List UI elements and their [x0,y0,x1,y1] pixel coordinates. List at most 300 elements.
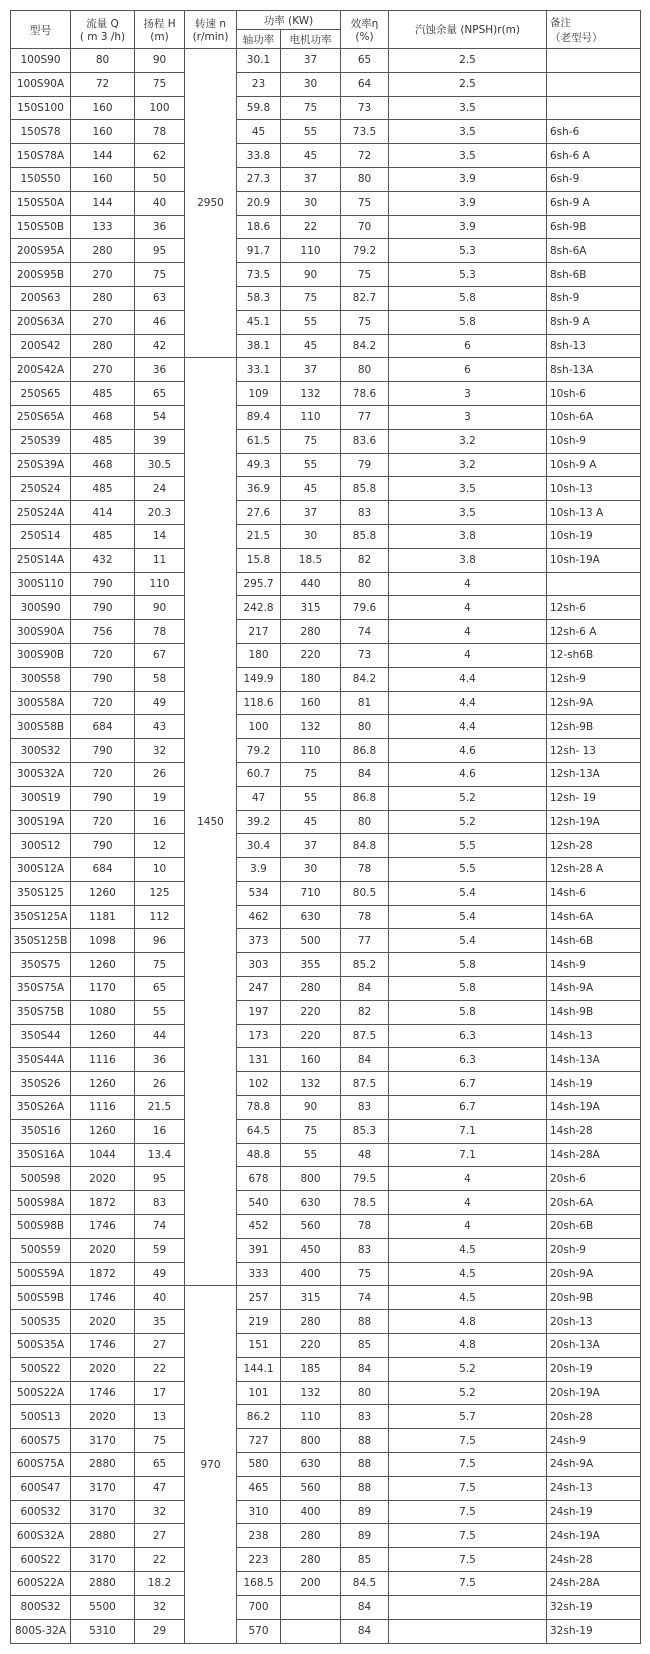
head-cell: 17 [135,1381,185,1405]
table-row [11,1024,641,1048]
shaft-power-cell: 60.7 [237,762,281,786]
model-cell: 200S95A [11,239,71,263]
head-cell: 75 [135,1429,185,1453]
table-row [11,358,641,382]
table-row [11,1072,641,1096]
model-cell: 600S32A [11,1524,71,1548]
flow-cell: 280 [71,334,135,358]
flow-cell: 270 [71,358,135,382]
table-row [11,834,641,858]
efficiency-cell: 85.3 [341,1119,389,1143]
model-cell: 300S110 [11,572,71,596]
table-row [11,1238,641,1262]
motor-power-cell: 18.5 [281,548,341,572]
npsh-cell: 4.5 [389,1286,547,1310]
flow-cell: 1116 [71,1096,135,1120]
note-cell: 6sh-6 [547,120,641,144]
head-cell: 26 [135,1072,185,1096]
table-row [11,191,641,215]
note-cell: 20sh-19 [547,1357,641,1381]
efficiency-cell: 85.2 [341,953,389,977]
note-cell [547,72,641,96]
npsh-cell: 4.4 [389,691,547,715]
table-row [11,286,641,310]
npsh-cell: 3.2 [389,429,547,453]
motor-power-cell: 45 [281,334,341,358]
table-row [11,239,641,263]
npsh-cell: 7.5 [389,1572,547,1596]
head-cell: 32 [135,739,185,763]
table-row [11,382,641,406]
note-cell: 20sh-6A [547,1191,641,1215]
motor-power-cell: 30 [281,191,341,215]
efficiency-cell: 85.8 [341,524,389,548]
npsh-cell: 7.5 [389,1476,547,1500]
head-cell: 27 [135,1334,185,1358]
head-cell: 95 [135,239,185,263]
table-row [11,1048,641,1072]
note-cell: 32sh-19 [547,1619,641,1643]
npsh-cell: 5.8 [389,310,547,334]
note-cell: 14sh-28A [547,1143,641,1167]
shaft-power-cell: 61.5 [237,429,281,453]
motor-power-cell: 560 [281,1476,341,1500]
model-cell: 600S75A [11,1453,71,1477]
motor-power-cell: 90 [281,1096,341,1120]
npsh-cell: 7.5 [389,1548,547,1572]
model-cell: 150S50A [11,191,71,215]
shaft-power-cell: 465 [237,1476,281,1500]
head-cell: 21.5 [135,1096,185,1120]
note-cell: 14sh-28 [547,1119,641,1143]
shaft-power-cell: 238 [237,1524,281,1548]
flow-cell: 3170 [71,1548,135,1572]
model-cell: 500S59B [11,1286,71,1310]
shaft-power-cell: 21.5 [237,524,281,548]
head-cell: 83 [135,1191,185,1215]
flow-cell: 432 [71,548,135,572]
flow-cell: 2020 [71,1357,135,1381]
motor-power-cell: 160 [281,691,341,715]
note-cell: 24sh-28 [547,1548,641,1572]
note-cell [547,572,641,596]
head-cell: 12 [135,834,185,858]
motor-power-cell: 110 [281,739,341,763]
npsh-cell: 3.8 [389,524,547,548]
flow-cell: 1181 [71,905,135,929]
note-cell [547,96,641,120]
flow-cell: 790 [71,572,135,596]
flow-cell: 720 [71,691,135,715]
efficiency-cell: 87.5 [341,1024,389,1048]
shaft-power-cell: 727 [237,1429,281,1453]
model-cell: 350S16 [11,1119,71,1143]
motor-power-cell: 22 [281,215,341,239]
note-cell: 14sh-19 [547,1072,641,1096]
motor-power-cell: 55 [281,1143,341,1167]
model-cell: 150S50 [11,167,71,191]
shaft-power-cell: 27.6 [237,501,281,525]
head-cell: 55 [135,1000,185,1024]
flow-cell: 270 [71,263,135,287]
speed-cell: 2950 [185,49,237,358]
motor-power-cell: 710 [281,881,341,905]
flow-cell: 1260 [71,1072,135,1096]
efficiency-cell: 89 [341,1500,389,1524]
table-row [11,548,641,572]
head-cell: 40 [135,191,185,215]
note-cell: 14sh-13 [547,1024,641,1048]
head-cell: 75 [135,263,185,287]
efficiency-cell: 79.2 [341,239,389,263]
shaft-power-cell: 462 [237,905,281,929]
npsh-cell: 5.8 [389,953,547,977]
model-cell: 600S47 [11,1476,71,1500]
header-motor-power: 电机功率 [281,30,341,49]
shaft-power-cell: 18.6 [237,215,281,239]
header-head [135,11,185,49]
flow-cell: 790 [71,786,135,810]
efficiency-cell: 73 [341,643,389,667]
npsh-cell [389,1619,547,1643]
table-row [11,905,641,929]
model-cell: 250S14A [11,548,71,572]
efficiency-cell: 84 [341,762,389,786]
motor-power-cell: 160 [281,1048,341,1072]
flow-cell: 160 [71,120,135,144]
flow-cell: 160 [71,96,135,120]
flow-cell: 1098 [71,929,135,953]
flow-cell: 720 [71,643,135,667]
model-cell: 500S98B [11,1215,71,1239]
efficiency-cell: 83.6 [341,429,389,453]
model-cell: 250S65A [11,405,71,429]
table-row [11,1119,641,1143]
efficiency-cell: 88 [341,1453,389,1477]
model-cell: 150S78A [11,144,71,168]
note-cell: 20sh-6B [547,1215,641,1239]
motor-power-cell: 220 [281,1000,341,1024]
note-cell: 12sh-9A [547,691,641,715]
flow-cell: 2880 [71,1524,135,1548]
model-cell: 500S22A [11,1381,71,1405]
model-cell: 200S42A [11,358,71,382]
npsh-cell: 4 [389,572,547,596]
npsh-cell: 3 [389,382,547,406]
flow-cell: 720 [71,810,135,834]
npsh-cell: 3.5 [389,501,547,525]
npsh-cell: 3.9 [389,167,547,191]
note-cell: 14sh-6B [547,929,641,953]
motor-power-cell [281,1619,341,1643]
header-shaft-power: 轴功率 [237,30,281,49]
flow-cell: 1872 [71,1191,135,1215]
table-row [11,72,641,96]
head-cell: 90 [135,49,185,73]
npsh-cell: 3.5 [389,477,547,501]
shaft-power-cell: 109 [237,382,281,406]
shaft-power-cell: 45 [237,120,281,144]
shaft-power-cell: 333 [237,1262,281,1286]
head-cell: 44 [135,1024,185,1048]
motor-power-cell: 132 [281,382,341,406]
note-cell: 24sh-28A [547,1572,641,1596]
model-cell: 200S63 [11,286,71,310]
efficiency-cell: 48 [341,1143,389,1167]
flow-cell: 1746 [71,1334,135,1358]
flow-cell: 2880 [71,1572,135,1596]
efficiency-cell: 84 [341,977,389,1001]
motor-power-cell: 315 [281,596,341,620]
flow-cell: 133 [71,215,135,239]
npsh-cell: 4 [389,596,547,620]
shaft-power-cell: 452 [237,1215,281,1239]
efficiency-cell: 88 [341,1429,389,1453]
shaft-power-cell: 91.7 [237,239,281,263]
note-cell: 14sh-13A [547,1048,641,1072]
shaft-power-cell: 173 [237,1024,281,1048]
npsh-cell: 4 [389,620,547,644]
motor-power-cell: 400 [281,1500,341,1524]
head-cell: 78 [135,120,185,144]
model-cell: 150S78 [11,120,71,144]
shaft-power-cell: 20.9 [237,191,281,215]
motor-power-cell: 132 [281,715,341,739]
flow-cell: 144 [71,191,135,215]
motor-power-cell: 400 [281,1262,341,1286]
head-cell: 24 [135,477,185,501]
shaft-power-cell: 30.4 [237,834,281,858]
model-cell: 250S39 [11,429,71,453]
efficiency-cell: 83 [341,1096,389,1120]
head-cell: 19 [135,786,185,810]
efficiency-cell: 70 [341,215,389,239]
header-flow-label: 流量 Q [86,18,119,30]
table-row [11,1453,641,1477]
shaft-power-cell: 33.1 [237,358,281,382]
table-row [11,453,641,477]
flow-cell: 160 [71,167,135,191]
npsh-cell: 4.4 [389,667,547,691]
table-row [11,953,641,977]
note-cell: 20sh-9B [547,1286,641,1310]
flow-cell: 790 [71,667,135,691]
note-cell: 32sh-19 [547,1595,641,1619]
note-cell: 14sh-6A [547,905,641,929]
motor-power-cell: 75 [281,286,341,310]
head-cell: 63 [135,286,185,310]
shaft-power-cell: 38.1 [237,334,281,358]
shaft-power-cell: 373 [237,929,281,953]
motor-power-cell: 630 [281,905,341,929]
npsh-cell: 5.4 [389,929,547,953]
efficiency-cell: 75 [341,191,389,215]
table-row [11,334,641,358]
note-cell: 8sh-6B [547,263,641,287]
table-row [11,620,641,644]
motor-power-cell: 90 [281,263,341,287]
shaft-power-cell: 100 [237,715,281,739]
flow-cell: 1260 [71,1119,135,1143]
note-cell: 20sh-6 [547,1167,641,1191]
model-cell: 300S58 [11,667,71,691]
npsh-cell: 4.4 [389,715,547,739]
motor-power-cell: 220 [281,1024,341,1048]
note-cell: 12sh-28 [547,834,641,858]
table-row [11,739,641,763]
head-cell: 39 [135,429,185,453]
table-row [11,263,641,287]
shaft-power-cell: 79.2 [237,739,281,763]
table-row [11,1262,641,1286]
npsh-cell: 5.2 [389,786,547,810]
table-row [11,1381,641,1405]
note-cell: 14sh-9A [547,977,641,1001]
shaft-power-cell: 23 [237,72,281,96]
motor-power-cell: 132 [281,1381,341,1405]
efficiency-cell: 89 [341,1524,389,1548]
note-cell: 12sh- 13 [547,739,641,763]
speed-cell: 970 [185,1286,237,1644]
efficiency-cell: 75 [341,263,389,287]
shaft-power-cell: 219 [237,1310,281,1334]
head-cell: 90 [135,596,185,620]
head-cell: 40 [135,1286,185,1310]
efficiency-cell: 84.2 [341,334,389,358]
efficiency-cell: 83 [341,1405,389,1429]
npsh-cell: 6.3 [389,1024,547,1048]
npsh-cell: 4 [389,1167,547,1191]
shaft-power-cell: 49.3 [237,453,281,477]
note-cell: 20sh-19A [547,1381,641,1405]
shaft-power-cell: 540 [237,1191,281,1215]
shaft-power-cell: 151 [237,1334,281,1358]
efficiency-cell: 80 [341,810,389,834]
header-speed-unit: (r/min) [192,31,229,43]
efficiency-cell: 86.8 [341,786,389,810]
efficiency-cell: 80 [341,715,389,739]
head-cell: 65 [135,382,185,406]
header-flow [71,11,135,49]
motor-power-cell: 30 [281,858,341,882]
model-cell: 350S75A [11,977,71,1001]
efficiency-cell: 85 [341,1548,389,1572]
shaft-power-cell: 33.8 [237,144,281,168]
flow-cell: 1080 [71,1000,135,1024]
efficiency-cell: 88 [341,1476,389,1500]
note-cell: 14sh-9 [547,953,641,977]
motor-power-cell: 37 [281,167,341,191]
head-cell: 36 [135,215,185,239]
npsh-cell: 5.4 [389,881,547,905]
flow-cell: 684 [71,715,135,739]
model-cell: 300S58A [11,691,71,715]
npsh-cell: 6.7 [389,1072,547,1096]
head-cell: 65 [135,977,185,1001]
motor-power-cell: 30 [281,72,341,96]
motor-power-cell: 315 [281,1286,341,1310]
npsh-cell: 5.7 [389,1405,547,1429]
efficiency-cell: 79.6 [341,596,389,620]
shaft-power-cell: 48.8 [237,1143,281,1167]
motor-power-cell: 45 [281,810,341,834]
model-cell: 300S12 [11,834,71,858]
efficiency-cell: 78 [341,905,389,929]
npsh-cell [389,1595,547,1619]
model-cell: 300S58B [11,715,71,739]
head-cell: 58 [135,667,185,691]
note-cell: 20sh-13 [547,1310,641,1334]
note-cell: 12-sh6B [547,643,641,667]
note-cell: 10sh-19 [547,524,641,548]
flow-cell: 468 [71,405,135,429]
npsh-cell: 6 [389,358,547,382]
model-cell: 150S50B [11,215,71,239]
note-cell: 12sh-13A [547,762,641,786]
table-row [11,310,641,334]
header-speed [185,11,237,49]
efficiency-cell: 79.5 [341,1167,389,1191]
flow-cell: 2020 [71,1238,135,1262]
table-row [11,667,641,691]
shaft-power-cell: 73.5 [237,263,281,287]
shaft-power-cell: 36.9 [237,477,281,501]
shaft-power-cell: 27.3 [237,167,281,191]
motor-power-cell: 355 [281,953,341,977]
table-row [11,881,641,905]
efficiency-cell: 78.6 [341,382,389,406]
npsh-cell: 3 [389,405,547,429]
model-cell: 250S24 [11,477,71,501]
shaft-power-cell: 58.3 [237,286,281,310]
npsh-cell: 3.8 [389,548,547,572]
note-cell: 8sh-6A [547,239,641,263]
flow-cell: 414 [71,501,135,525]
flow-cell: 72 [71,72,135,96]
motor-power-cell: 220 [281,1334,341,1358]
flow-cell: 485 [71,429,135,453]
shaft-power-cell: 223 [237,1548,281,1572]
motor-power-cell: 55 [281,786,341,810]
npsh-cell: 2.5 [389,49,547,73]
efficiency-cell: 80 [341,167,389,191]
shaft-power-cell: 247 [237,977,281,1001]
motor-power-cell: 185 [281,1357,341,1381]
efficiency-cell: 73 [341,96,389,120]
efficiency-cell: 87.5 [341,1072,389,1096]
model-cell: 500S98 [11,1167,71,1191]
motor-power-cell: 45 [281,477,341,501]
note-cell: 6sh-6 A [547,144,641,168]
table-row [11,810,641,834]
flow-cell: 790 [71,834,135,858]
npsh-cell: 3.5 [389,96,547,120]
shaft-power-cell: 118.6 [237,691,281,715]
motor-power-cell: 200 [281,1572,341,1596]
flow-cell: 790 [71,739,135,763]
motor-power-cell: 37 [281,834,341,858]
note-cell: 10sh-9 A [547,453,641,477]
table-row [11,1310,641,1334]
efficiency-cell: 74 [341,1286,389,1310]
shaft-power-cell: 700 [237,1595,281,1619]
header-note-label: 备注 [550,16,571,29]
head-cell: 112 [135,905,185,929]
flow-cell: 1260 [71,1024,135,1048]
model-cell: 800S-32A [11,1619,71,1643]
model-cell: 500S13 [11,1405,71,1429]
npsh-cell: 5.5 [389,834,547,858]
